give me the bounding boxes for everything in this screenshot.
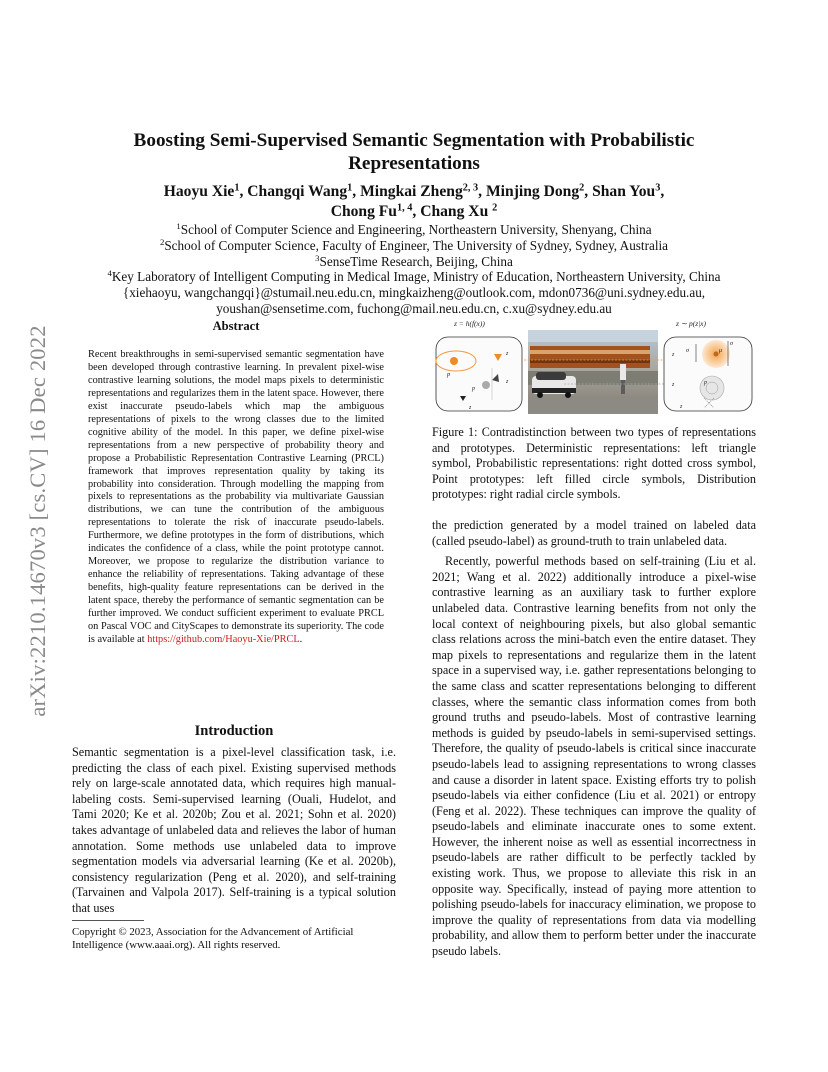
right-panel-label: z ∼ p(z|x): [676, 319, 707, 328]
author: Haoyu Xie$^1$: [163, 182, 240, 200]
svg-text:p: p: [472, 386, 475, 392]
svg-text:z: z: [672, 382, 675, 388]
figure-caption: Figure 1: Contradistinction between two types of representations and prototypes. Deterministic representations: left triangle symbol, Probabilistic representations: right dotted cross symbol, Point prototypes: left filled circle symbols, Distribution prototypes: right radial circle symbols.: [432, 425, 756, 502]
affiliation: $^2$School of Computer Science, Faculty of Engineer, The University of Sydney, Sydney, Australia: [159, 237, 669, 253]
svg-text:p: p: [704, 380, 707, 386]
copyright-notice: Copyright © 2023, Association for the Advancement of Artificial Intelligence (www.aaai.org). All rights reserved.: [72, 926, 354, 952]
svg-text:z: z: [680, 404, 683, 410]
email-line: {xiehaoyu, wangchangqi}@stumail.neu.edu.cn, mingkaizheng@outlook.com, mdon0736@uni.sydney.edu.au,: [122, 285, 706, 301]
paper-title: Boosting Semi-Supervised Semantic Segmentation with Probabilistic Representations: [133, 130, 695, 174]
introduction-heading: Introduction: [194, 723, 274, 739]
author: Chong Fu$^{1, 4}$: [330, 202, 413, 220]
abstract-body: Recent breakthroughs in semi-supervised semantic segmentation have been developed through contrastive learning. In prevalent pixel-wise contrastive learning solutions, the model maps pixels to deterministic representations and regularizes them in the latent space. However, there exist inaccurate pseudo-labels which map the ambiguous representations of pixels to the wrong classes due to the limited cognitive ability of the model. In this paper, we define pixel-wise representations from a new perspective of probability theory and propose a Probabilistic Representation Contrastive Learning (PRCL) framework that improves representation quality by taking its probability into consideration. Through modelling the mapping from pixels to representations as the probability via multivariate Gaussian distributions, we can tune the contribution of the ambiguous representations to tolerate the risk of inaccurate pseudo-labels. Furthermore, we define prototypes in the form of distributions, which indicates the confidence of a class, while the point prototype cannot. Moreover, we propose to regularize the distribution variance to enhance the reliability of representations. Taking advantage of these benefits, high-quality feature representations can be derived in the latent space, thereby the performance of semantic segmentation can be further improved. We conduct sufficient experiment to evaluate PRCL on Pascal VOC and CityScapes to demonstrate its superiority. The code is available at https://github.com/Haoyu-Xie/PRCL.: [88, 349, 384, 645]
introduction-paragraph: Semantic segmentation is a pixel-level classification task, i.e. predicting the class of each pixel. Existing supervised methods rely on large-scale annotated data, which requires high manual-labeling costs. Semi-supervised learning (Ouali, Hudelot, and Tami 2020; Ke et al. 2020b; Zou et al. 2021; Sohn et al. 2020) takes advantage of unlabeled data and relieves the labor of human annotation. Some methods use unlabeled data to improve segmentation models via adversarial learning (Ke et al. 2020b), consistency regularization (Peng et al. 2020), and self-training (Tarvainen and Valpola 2017). Self-training is a typical solution that uses: [72, 745, 396, 915]
paragraph: the prediction generated by a model trained on labeled data (called pseudo-label) as ground-truth to train unlabeled data.: [432, 518, 756, 548]
author: Changqi Wang$^1$: [247, 182, 353, 200]
svg-text:p: p: [447, 371, 451, 378]
affiliation: $^3$SenseTime Research, Beijing, China: [315, 252, 513, 269]
point-prototype-j: [482, 381, 490, 389]
author: Mingkai Zheng$^{2, 3}$: [360, 182, 479, 200]
author-list: Haoyu Xie$^1$, Changqi Wang$^1$, Mingkai Zheng$^{2, 3}$, Minjing Dong$^2$, Shan You$^3$, Chong Fu$^{1, 4}$, Chang Xu $^2$: [163, 182, 665, 220]
svg-text:σ: σ: [686, 348, 689, 354]
affiliation: $^4$Key Laboratory of Intelligent Computing in Medical Image, Ministry of Education, Northeastern University, China: [107, 268, 721, 285]
author: Chang Xu $^2$: [420, 202, 498, 220]
left-panel-label: z = h(f(x)): [454, 319, 485, 328]
author: Shan You$^3$: [592, 182, 661, 200]
point-prototype-i: [450, 357, 458, 365]
affiliation: $^1$School of Computer Science and Engineering, Northeastern University, Shenyang, China: [176, 221, 652, 237]
svg-text:z: z: [506, 351, 509, 357]
paragraph: Recently, powerful methods based on self-training (Liu et al. 2021; Wang et al. 2022) additionally introduce a pixel-wise contrastive learning as an auxiliary task to further explore unlabeled data. Contrastive learning benefits from not only the local context of neighbouring pixels, but also global semantic class relations across the mini-batch even the entire dataset. They map pixels to representations and regularize them in the latent space in a supervised way, i.e. gather representations belonging to the same class and scatter representations belonging to different classes, where the semantic class information comes from both ground truths and pseudo-labels. Most of contrastive learning methods is guided by pseudo-labels in semi-supervised settings. Therefore, the quality of pseudo-labels is critical since inaccurate pseudo-labels lead to assigning representations to wrong classes and cause a disorder in latent space. Existing efforts try to polish pseudo-labels via either confidence (Liu et al. 2021) or entropy (Feng et al. 2022). These techniques can improve the quality of pseudo-labels and eliminate inaccurate ones to some extent. However, the inherent noise as well as essential incorrectness in pseudo-labels are rather difficult to be perfectly tackled by existing work. Thus, we propose to alleviate this risk in an opposite way. Specifically, instead of paying more attention to polishing pseudo-labels for inaccuracy elimination, we propose to improve the quality of representations from data via modelling probability, and allow them to perform better under the inaccurate pseudo labels.: [432, 554, 756, 959]
code-link[interactable]: https://github.com/Haoyu-Xie/PRCL: [147, 633, 300, 645]
footnote-divider: [72, 920, 144, 921]
arxiv-identifier: arXiv:2210.14670v3 [cs.CV] 16 Dec 2022: [25, 325, 50, 717]
svg-text:σ: σ: [730, 341, 733, 347]
email-line: youshan@sensetime.com, fuchong@mail.neu.edu.cn, c.xu@sydney.edu.au: [216, 300, 612, 316]
svg-text:μ: μ: [719, 348, 723, 354]
affiliations: [70, 222, 758, 317]
svg-text:z: z: [506, 379, 509, 385]
svg-text:z: z: [672, 352, 675, 358]
right-column-text: [432, 518, 756, 960]
svg-text:z: z: [469, 405, 472, 411]
abstract-heading: Abstract: [212, 319, 260, 333]
author: Minjing Dong$^2$: [485, 182, 585, 200]
figure-1: [432, 316, 756, 416]
